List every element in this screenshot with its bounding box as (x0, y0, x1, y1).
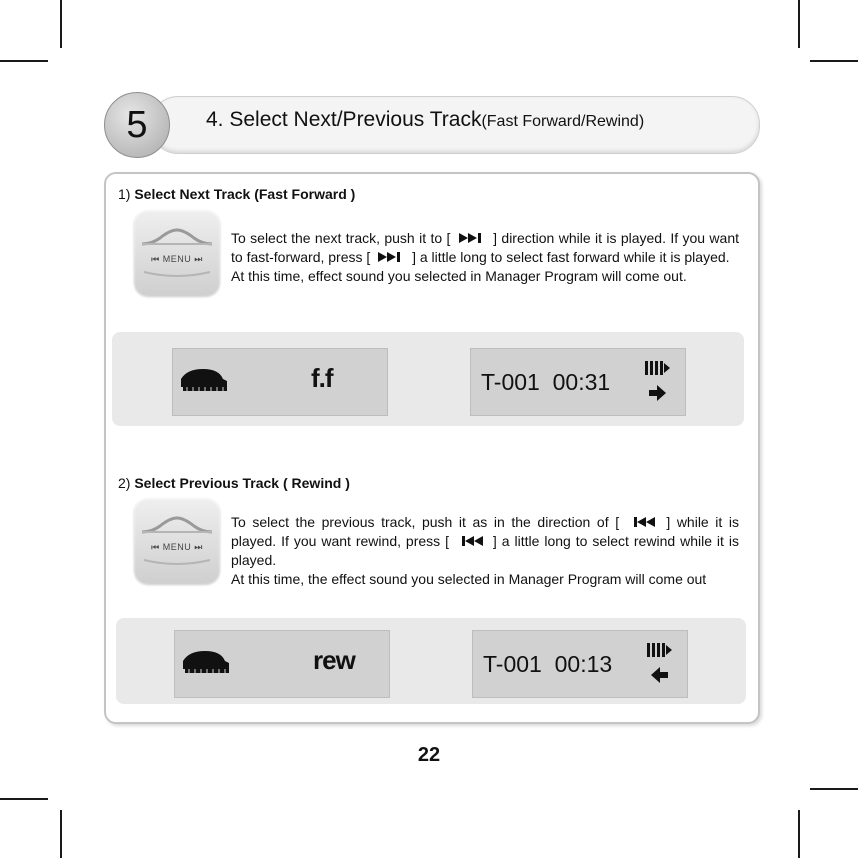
lcd-mode-screen (174, 630, 390, 698)
joystick-icon (134, 498, 220, 584)
lcd-track-number: T-001 (483, 651, 542, 677)
instruction-text: ] direction while it is played. If you want to fast-forward, press [ (231, 230, 740, 265)
section-title: Select Next Track (Fast Forward ) (134, 186, 356, 202)
device-menu-label: ⏮ MENU ⏭ (151, 542, 203, 552)
crop-mark (60, 0, 62, 48)
instruction-text: ] a little long to select rewind while it is played. (231, 533, 739, 568)
player-device-image (134, 498, 220, 584)
effect-sound-note: At this time, the effect sound you selected in Manager Program will come out (231, 571, 707, 587)
lcd-mode-text: rew (313, 645, 355, 675)
crop-mark (810, 60, 858, 62)
instruction-paragraph-next (231, 229, 739, 286)
chapter-number-badge: 5 (104, 92, 170, 158)
joystick-icon (134, 210, 220, 296)
lcd-mode-text: f.f (311, 363, 333, 393)
crop-mark (0, 798, 48, 800)
crop-mark (810, 788, 858, 790)
instruction-text: To select the previous track, push it as in the direction of [ (231, 514, 620, 530)
instruction-text: ] while it is played. If you want rewind, press [ (231, 514, 740, 549)
lcd-track-screen (470, 348, 686, 416)
effect-sound-note: At this time, effect sound you selected in Manager Program will come out. (231, 268, 687, 284)
instruction-paragraph-previous (231, 513, 739, 589)
lcd-track-number: T-001 (481, 369, 540, 395)
lcd-track-info (481, 369, 610, 396)
skip-forward-icon (374, 250, 408, 264)
crop-mark (798, 810, 800, 858)
section-heading-previous-track (118, 475, 350, 491)
device-menu-label: ⏮ MENU ⏭ (151, 254, 203, 264)
rewind-direction-icon (645, 639, 675, 689)
page-title-main: 4. Select Next/Previous Track (206, 108, 482, 131)
skip-forward-icon (455, 231, 489, 245)
skip-back-icon (454, 534, 488, 548)
skip-back-icon (626, 515, 660, 529)
lcd-track-time: 00:13 (554, 651, 613, 677)
piano-icon (181, 647, 233, 677)
section-number: 1) (118, 186, 131, 202)
section-number: 2) (118, 475, 131, 491)
lcd-track-info (483, 651, 612, 678)
crop-mark (798, 0, 800, 48)
section-title: Select Previous Track ( Rewind ) (134, 475, 350, 491)
instruction-text: ] a little long to select fast forward while it is played. (412, 249, 730, 265)
page-title (206, 108, 644, 132)
crop-mark (60, 810, 62, 858)
player-device-image (134, 210, 220, 296)
crop-mark (0, 60, 48, 62)
lcd-track-time: 00:31 (552, 369, 611, 395)
lcd-track-screen (472, 630, 688, 698)
page-title-sub: (Fast Forward/Rewind) (481, 113, 645, 130)
section-heading-next-track (118, 186, 355, 202)
fast-forward-direction-icon (643, 357, 673, 407)
lcd-mode-screen (172, 348, 388, 416)
page-number: 22 (417, 744, 441, 766)
piano-icon (179, 365, 231, 395)
instruction-text: To select the next track, push it to [ (231, 230, 451, 246)
